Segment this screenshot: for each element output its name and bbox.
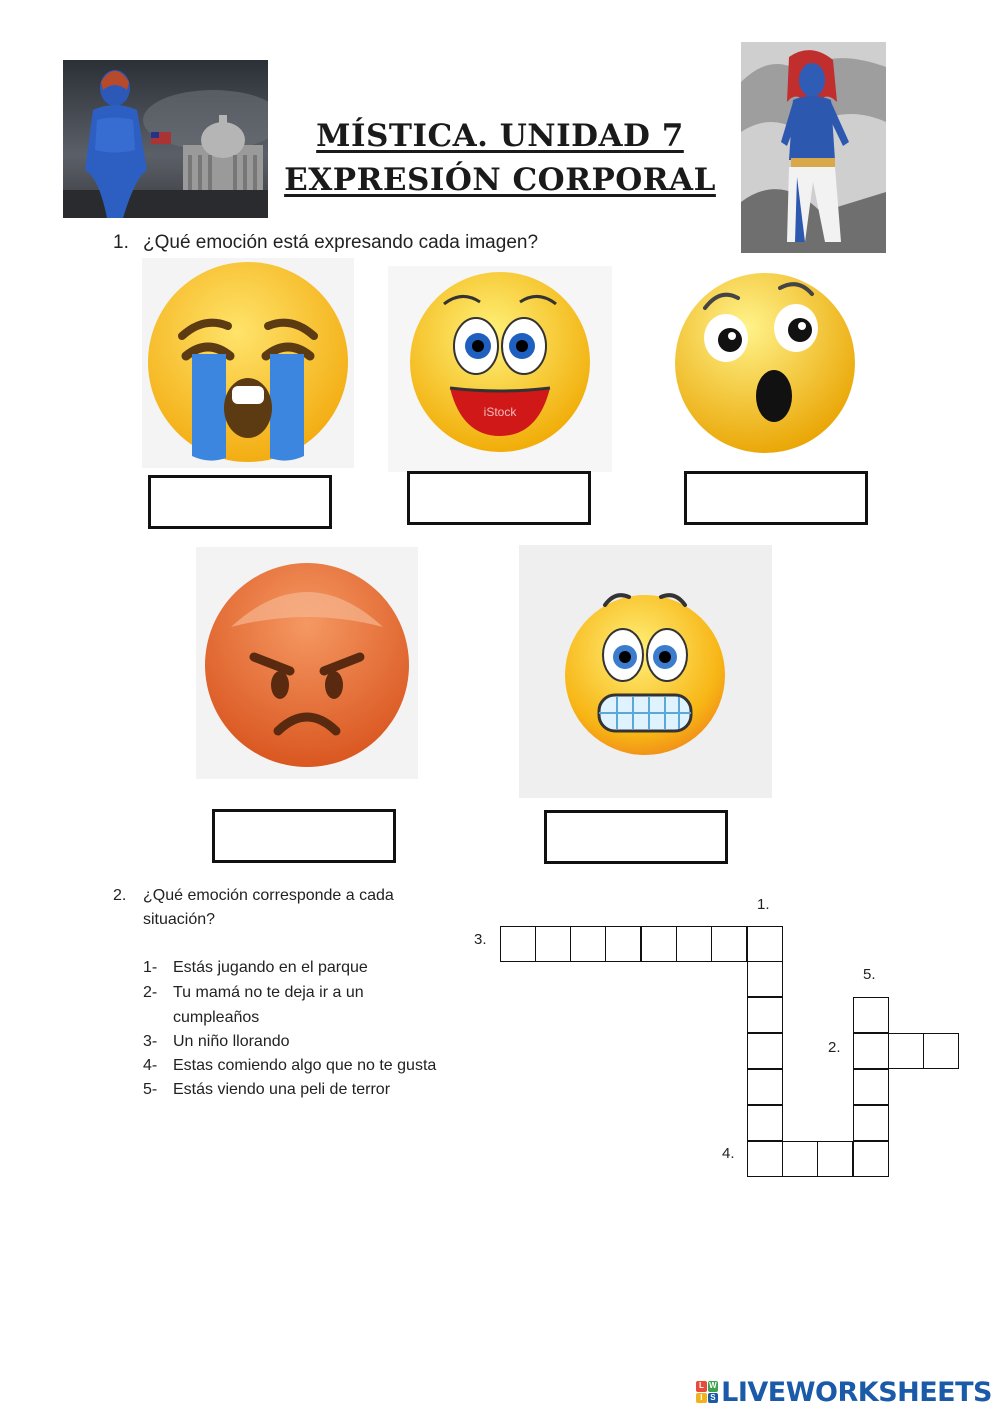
crossword-cell[interactable] [747, 926, 783, 962]
answer-input-5[interactable] [544, 810, 728, 864]
crossword-cell[interactable] [853, 1105, 889, 1141]
list-item: 2- Tu mamá no te deja ir a un [143, 984, 364, 1001]
crossword-cell[interactable] [605, 926, 641, 962]
logo-text: LIVEWORKSHEETS [721, 1376, 992, 1408]
crossword-cell[interactable] [853, 997, 889, 1033]
crossword-cell[interactable] [535, 926, 571, 962]
crossword-number-4: 4. [722, 1145, 735, 1162]
surprised-face-icon [670, 268, 860, 458]
crossword-cell[interactable] [747, 1105, 783, 1141]
list-item: 4- Estas comiendo algo que no te gusta [143, 1057, 437, 1074]
crossword-cell[interactable] [676, 926, 712, 962]
crossword-cell[interactable] [500, 926, 536, 962]
list-item: cumpleaños [173, 1009, 260, 1026]
crossword-cell[interactable] [570, 926, 606, 962]
liveworksheets-logo [696, 1375, 992, 1409]
list-item: 3- Un niño llorando [143, 1033, 290, 1050]
svg-text:iStock: iStock [483, 405, 517, 419]
happy-face-icon [388, 266, 612, 472]
crossword-cell[interactable] [641, 926, 677, 962]
crossword-cell[interactable] [888, 1033, 924, 1069]
crossword-number-5: 5. [863, 966, 876, 983]
question-1-text: ¿Qué emoción está expresando cada imagen? [143, 232, 539, 253]
page-title-line2: EXPRESIÓN CORPORAL [284, 162, 716, 198]
crossword-cell[interactable] [782, 1141, 818, 1177]
answer-input-1[interactable] [148, 475, 332, 529]
crossword-cell[interactable] [747, 1033, 783, 1069]
question-2-text-line2: situación? [143, 911, 216, 928]
crossword-cell[interactable] [747, 1069, 783, 1105]
crossword-cell[interactable] [853, 1141, 889, 1177]
crossword-number-1: 1. [757, 896, 770, 913]
crossword-cell[interactable] [923, 1033, 959, 1069]
answer-input-3[interactable] [684, 471, 868, 525]
logo-mark-icon: L W I S [696, 1381, 718, 1403]
crossword-number-2: 2. [828, 1039, 841, 1056]
question-1-number: 1. [113, 232, 129, 253]
crossword-cell[interactable] [711, 926, 747, 962]
list-item: 1- Estás jugando en el parque [143, 959, 368, 976]
question-2-number: 2. [113, 887, 127, 904]
question-2-text-line1: ¿Qué emoción corresponde a cada [143, 887, 394, 904]
crossword-cell[interactable] [747, 997, 783, 1033]
crossword-cell[interactable] [853, 1033, 889, 1069]
mystique-photo-left [63, 60, 268, 218]
angry-face-icon [196, 547, 418, 779]
crossword-number-3: 3. [474, 931, 487, 948]
question-1 [113, 232, 538, 254]
fearful-face-icon [519, 545, 772, 798]
crossword-cell[interactable] [747, 1141, 783, 1177]
list-item: 5- Estás viendo una peli de terror [143, 1081, 391, 1098]
answer-input-4[interactable] [212, 809, 396, 863]
mystique-illustration-right [741, 42, 886, 253]
answer-input-2[interactable] [407, 471, 591, 525]
crossword-cell[interactable] [817, 1141, 853, 1177]
crying-face-icon [142, 258, 354, 468]
crossword-cell[interactable] [747, 961, 783, 997]
page-title-line1: MÍSTICA. UNIDAD 7 [316, 118, 684, 154]
crossword-cell[interactable] [853, 1069, 889, 1105]
